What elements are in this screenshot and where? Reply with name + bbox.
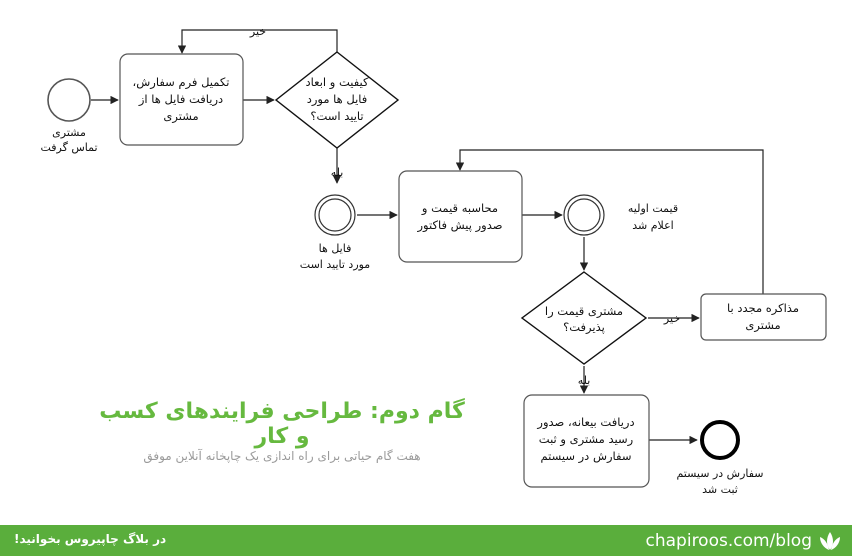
gateway-price-accepted: [522, 272, 646, 364]
gateway-quality-line2: فایل ها مورد: [306, 92, 368, 106]
task-deposit-line1: دریافت بیعانه، صدور: [537, 415, 635, 429]
task-order-form-line3: مشتری: [163, 109, 199, 123]
event-price-announced-line1: قیمت اولیه: [627, 202, 679, 215]
leaf-logo-icon: [818, 530, 842, 552]
task-deposit-line2: رسید مشتری و ثبت: [538, 432, 634, 446]
end-event: [702, 422, 738, 458]
task-deposit-line3: سفارش در سیستم: [540, 449, 632, 463]
event-files-approved-line2: مورد تایید است: [299, 258, 371, 271]
event-files-approved-line1: فایل ها: [318, 242, 352, 255]
start-event: [48, 79, 90, 121]
gateway-price-accepted-line2: پذیرفت؟: [563, 320, 605, 334]
start-event-label-line2: تماس گرفت: [40, 141, 98, 154]
gateway-price-yes-label: بله: [577, 374, 591, 387]
start-event-label-line1: مشتری: [52, 126, 86, 139]
event-files-approved-inner: [319, 199, 351, 231]
gateway-quality-line1: کیفیت و ابعاد: [305, 75, 369, 89]
task-order-form-line2: دریافت فایل ها از: [138, 92, 224, 106]
task-renegotiate-line2: مشتری: [745, 318, 781, 332]
event-price-announced-inner: [568, 199, 600, 231]
footer-url[interactable]: chapiroos.com/blog: [645, 530, 812, 551]
footer-cta[interactable]: در بلاگ چاپیروس بخوانید!: [14, 532, 167, 546]
task-order-form-line1: تکمیل فرم سفارش،: [132, 75, 230, 89]
task-price-calc-line1: محاسبه قیمت و: [421, 201, 499, 215]
event-price-announced-line2: اعلام شد: [632, 219, 674, 232]
gateway-price-no-label: خیر: [663, 312, 681, 325]
footer-bar: [0, 525, 852, 556]
gateway-price-accepted-line1: مشتری قیمت را: [544, 304, 624, 318]
gateway-quality-line3: تایید است؟: [310, 109, 364, 123]
gateway-quality-no-label: خیر: [249, 25, 267, 38]
task-renegotiate-line1: مذاکره مجدد با: [727, 301, 799, 315]
gateway-quality-yes-label: بله: [330, 166, 344, 179]
end-event-line1: سفارش در سیستم: [676, 467, 764, 480]
page-subtitle: هفت گام حیاتی برای راه اندازی یک چاپخانه آنلاین موفق: [143, 449, 421, 463]
page-title: گام دوم: طراحی فرایندهای کسب و کار: [99, 399, 465, 449]
task-price-calc-line2: صدور پیش فاکتور: [417, 218, 503, 232]
task-price-calc: [399, 171, 522, 262]
footer-brand[interactable]: [646, 528, 842, 553]
end-event-line2: ثبت شد: [702, 483, 738, 496]
